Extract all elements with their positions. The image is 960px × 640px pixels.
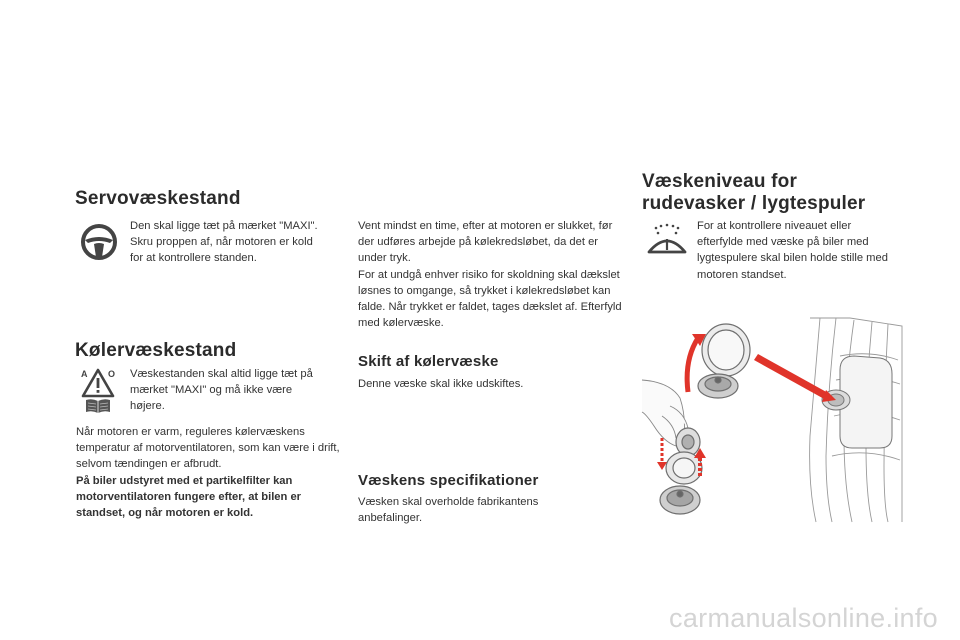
- vaske-title: [642, 171, 942, 215]
- skift-title: Skift af kølervæske: [358, 353, 499, 370]
- warning-manual-icon: [80, 366, 116, 414]
- svg-text:O: O: [108, 369, 116, 379]
- servo-text: Den skal ligge tæt på mærket "MAXI". Skru proppen af, når motoren er kold for at kontrollere standen.: [130, 220, 318, 265]
- coolant-cap-illustration: [640, 316, 906, 524]
- koler-title: Kølervæskestand: [75, 340, 237, 361]
- watermark: carmanualsonline.info: [669, 603, 938, 633]
- rotation-arrow: [687, 338, 698, 392]
- cooling-scald-text: For at undgå enhver risiko for skoldning skal dækslet løsnes to omgange, så trykket i kølekredsløbet kan falde. Når trykket er faldet, tages dækslet af. Efterfyld med kølervæske.: [358, 268, 622, 330]
- cooling-wait-text: Vent mindst en time, efter at motoren er slukket, før der udføres arbejde på kølekredsløbet, da det er under tryk.: [358, 220, 613, 265]
- spec-title: Væskens specifikationer: [358, 472, 539, 489]
- vaske-title-line2: rudevasker / lygtespuler: [642, 193, 866, 214]
- servo-title: Servovæskestand: [75, 188, 241, 209]
- vaske-title-line1: Væskeniveau for: [642, 171, 798, 192]
- reservoir-sketch: [822, 356, 892, 448]
- koler-body-text: Når motoren er varm, reguleres kølervæskens temperatur af motorventilatoren, som kan være i drift, selvom tændingen er afbrudt.: [76, 426, 340, 471]
- steering-wheel-icon: [80, 223, 118, 261]
- windscreen-washer-icon: [646, 222, 688, 258]
- svg-text:A: A: [81, 369, 88, 379]
- pointer-arrow: [754, 354, 830, 400]
- koler-body: [76, 424, 341, 521]
- spec-text: Væsken skal overholde fabrikantens anbefalinger.: [358, 496, 539, 525]
- koler-text: Væskestanden skal altid ligge tæt på mærket "MAXI" og må ikke være højere.: [130, 368, 313, 413]
- koler-particle-filter-note: På biler udstyret med et partikelfilter kan motorventilatoren fungere efter, at bilen er standset, og når motoren er kold.: [76, 474, 302, 520]
- cooling-warning: [358, 218, 628, 331]
- vaske-text: For at kontrollere niveauet eller efterfylde med væske på biler med lygtespulere skal bilen holde stille med motoren standset.: [697, 220, 888, 281]
- skift-text: Denne væske skal ikke udskiftes.: [358, 378, 524, 390]
- open-cap: [698, 324, 750, 398]
